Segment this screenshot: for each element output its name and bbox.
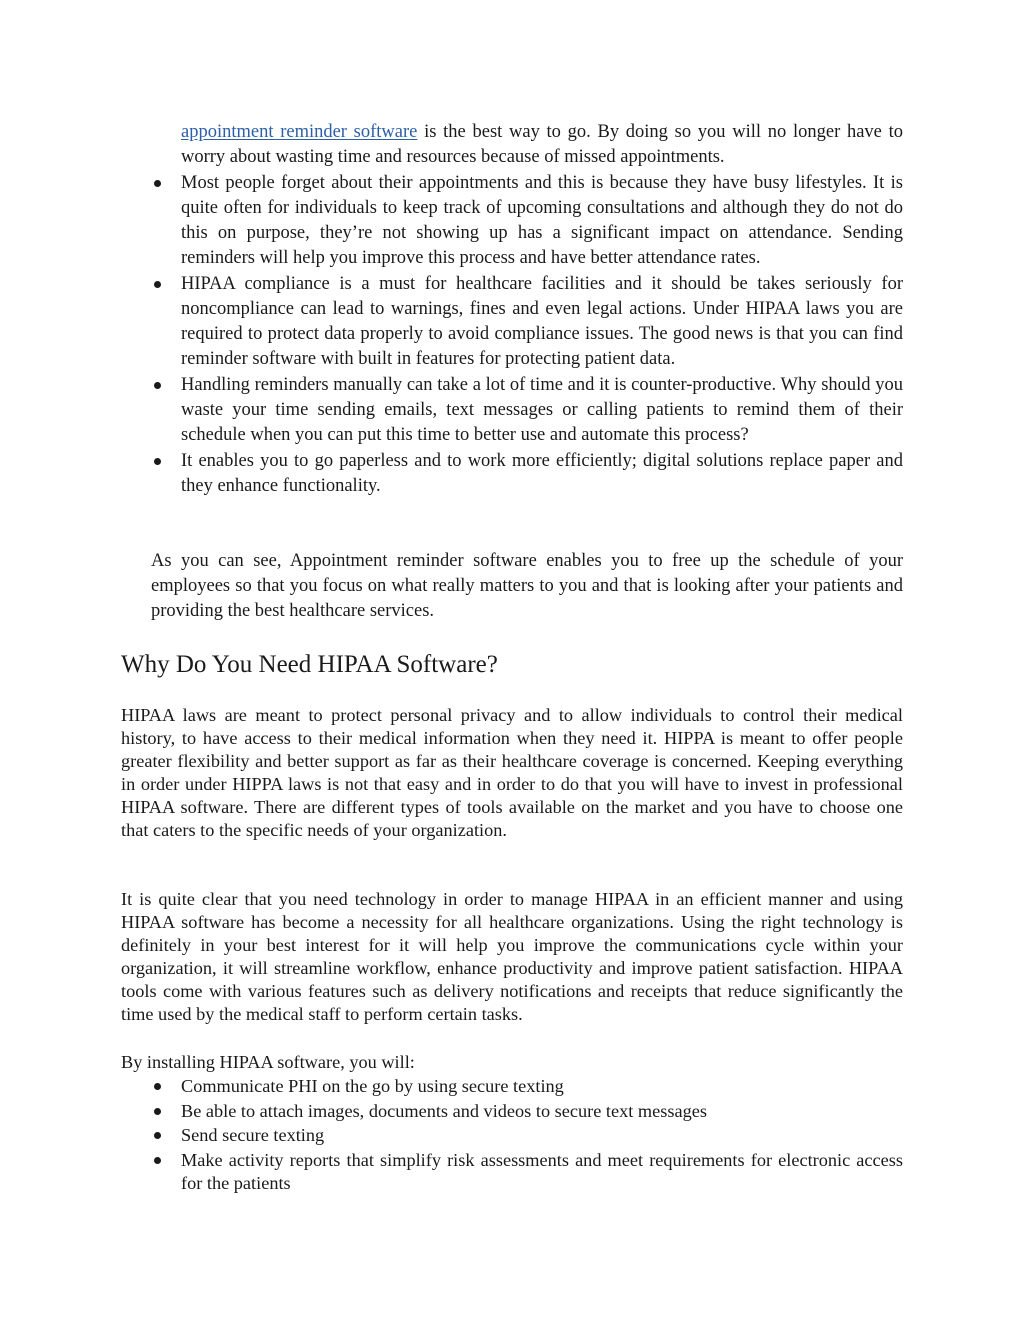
- bullet-icon: [154, 1108, 161, 1115]
- list-item: [181, 1149, 903, 1195]
- intro-continuation: [181, 120, 903, 170]
- list-item: [181, 1075, 903, 1098]
- list-item: [181, 449, 903, 499]
- section-heading: Why Do You Need HIPAA Software?: [121, 651, 498, 678]
- bullet-text: Make activity reports that simplify risk assessments and meet requirements for electronic access for the patients: [181, 1149, 903, 1193]
- bullet-icon: [154, 180, 161, 187]
- bullet-text: Send secure texting: [181, 1125, 325, 1145]
- bullet-text: Handling reminders manually can take a lot of time and it is counter-productive. Why should you waste your time sending emails, text messages or calling patients to remind them of their schedule when you can put this time to better use and automate this process?: [181, 375, 903, 445]
- top-bullet-list: [181, 171, 903, 499]
- bullet-icon: [154, 1157, 161, 1164]
- list-item: [181, 1100, 903, 1123]
- appointment-reminder-software-link[interactable]: appointment reminder software: [181, 122, 418, 142]
- intro-continuation-text: is the best way to go. By doing so you will no longer have to worry about wasting time and resources because of missed appointments.: [181, 122, 903, 167]
- list-item: [181, 373, 903, 448]
- list-item: [181, 272, 903, 372]
- technology-paragraph: It is quite clear that you need technology in order to manage HIPAA in an efficient manner and using HIPAA software has become a necessity for all healthcare organizations. Using the right technology is definitely in your best interest for it will help you improve the communications cycle within your organization, it will streamline workflow, enhance productivity and improve patient satisfaction. HIPAA tools come with various features such as delivery notifications and receipts that reduce significantly the time used by the medical staff to perform certain tasks.: [121, 889, 903, 1024]
- bullet-text: Communicate PHI on the go by using secure texting: [181, 1076, 564, 1096]
- bullet-icon: [154, 382, 161, 389]
- bullet-icon: [154, 1083, 161, 1090]
- bullet-icon: [154, 281, 161, 288]
- bullet-icon: [154, 1132, 161, 1139]
- bullet-text: It enables you to go paperless and to work more efficiently; digital solutions replace paper and they enhance functionality.: [181, 451, 903, 496]
- bullet-text: Be able to attach images, documents and videos to secure text messages: [181, 1100, 707, 1121]
- summary-paragraph: As you can see, Appointment reminder software enables you to free up the schedule of your employees so that you focus on what really matters to you and that is looking after your patients and providing the best healthcare services.: [151, 551, 903, 621]
- bullet-text: Most people forget about their appointments and this is because they have busy lifestyles. It is quite often for individuals to keep track of upcoming consultations and although they do not do this on purpose, they’re not showing up has a significant impact on attendance. Sending reminders will help you improve this process and have better attendance rates.: [181, 173, 903, 268]
- bullet-icon: [154, 458, 161, 465]
- list-item: [181, 171, 903, 271]
- list-item: [181, 1124, 903, 1147]
- list-intro: By installing HIPAA software, you will:: [121, 1052, 415, 1072]
- hipaa-laws-paragraph: HIPAA laws are meant to protect personal privacy and to allow individuals to control their medical history, to have access to their medical information when they need it. HIPPA is meant to offer people greater flexibility and better support as far as their healthcare coverage is concerned. Keeping everything in order under HIPPA laws is not that easy and in order to do that you will have to invest in professional HIPAA software. There are different types of tools available on the market and you have to choose one that caters to the specific needs of your organization.: [121, 705, 903, 840]
- bullet-text: HIPAA compliance is a must for healthcare facilities and it should be takes seriously for noncompliance can lead to warnings, fines and even legal actions. Under HIPAA laws you are required to protect data properly to avoid compliance issues. The good news is that you can find reminder software with built in features for protecting patient data.: [181, 274, 903, 369]
- bottom-bullet-list: [181, 1075, 903, 1195]
